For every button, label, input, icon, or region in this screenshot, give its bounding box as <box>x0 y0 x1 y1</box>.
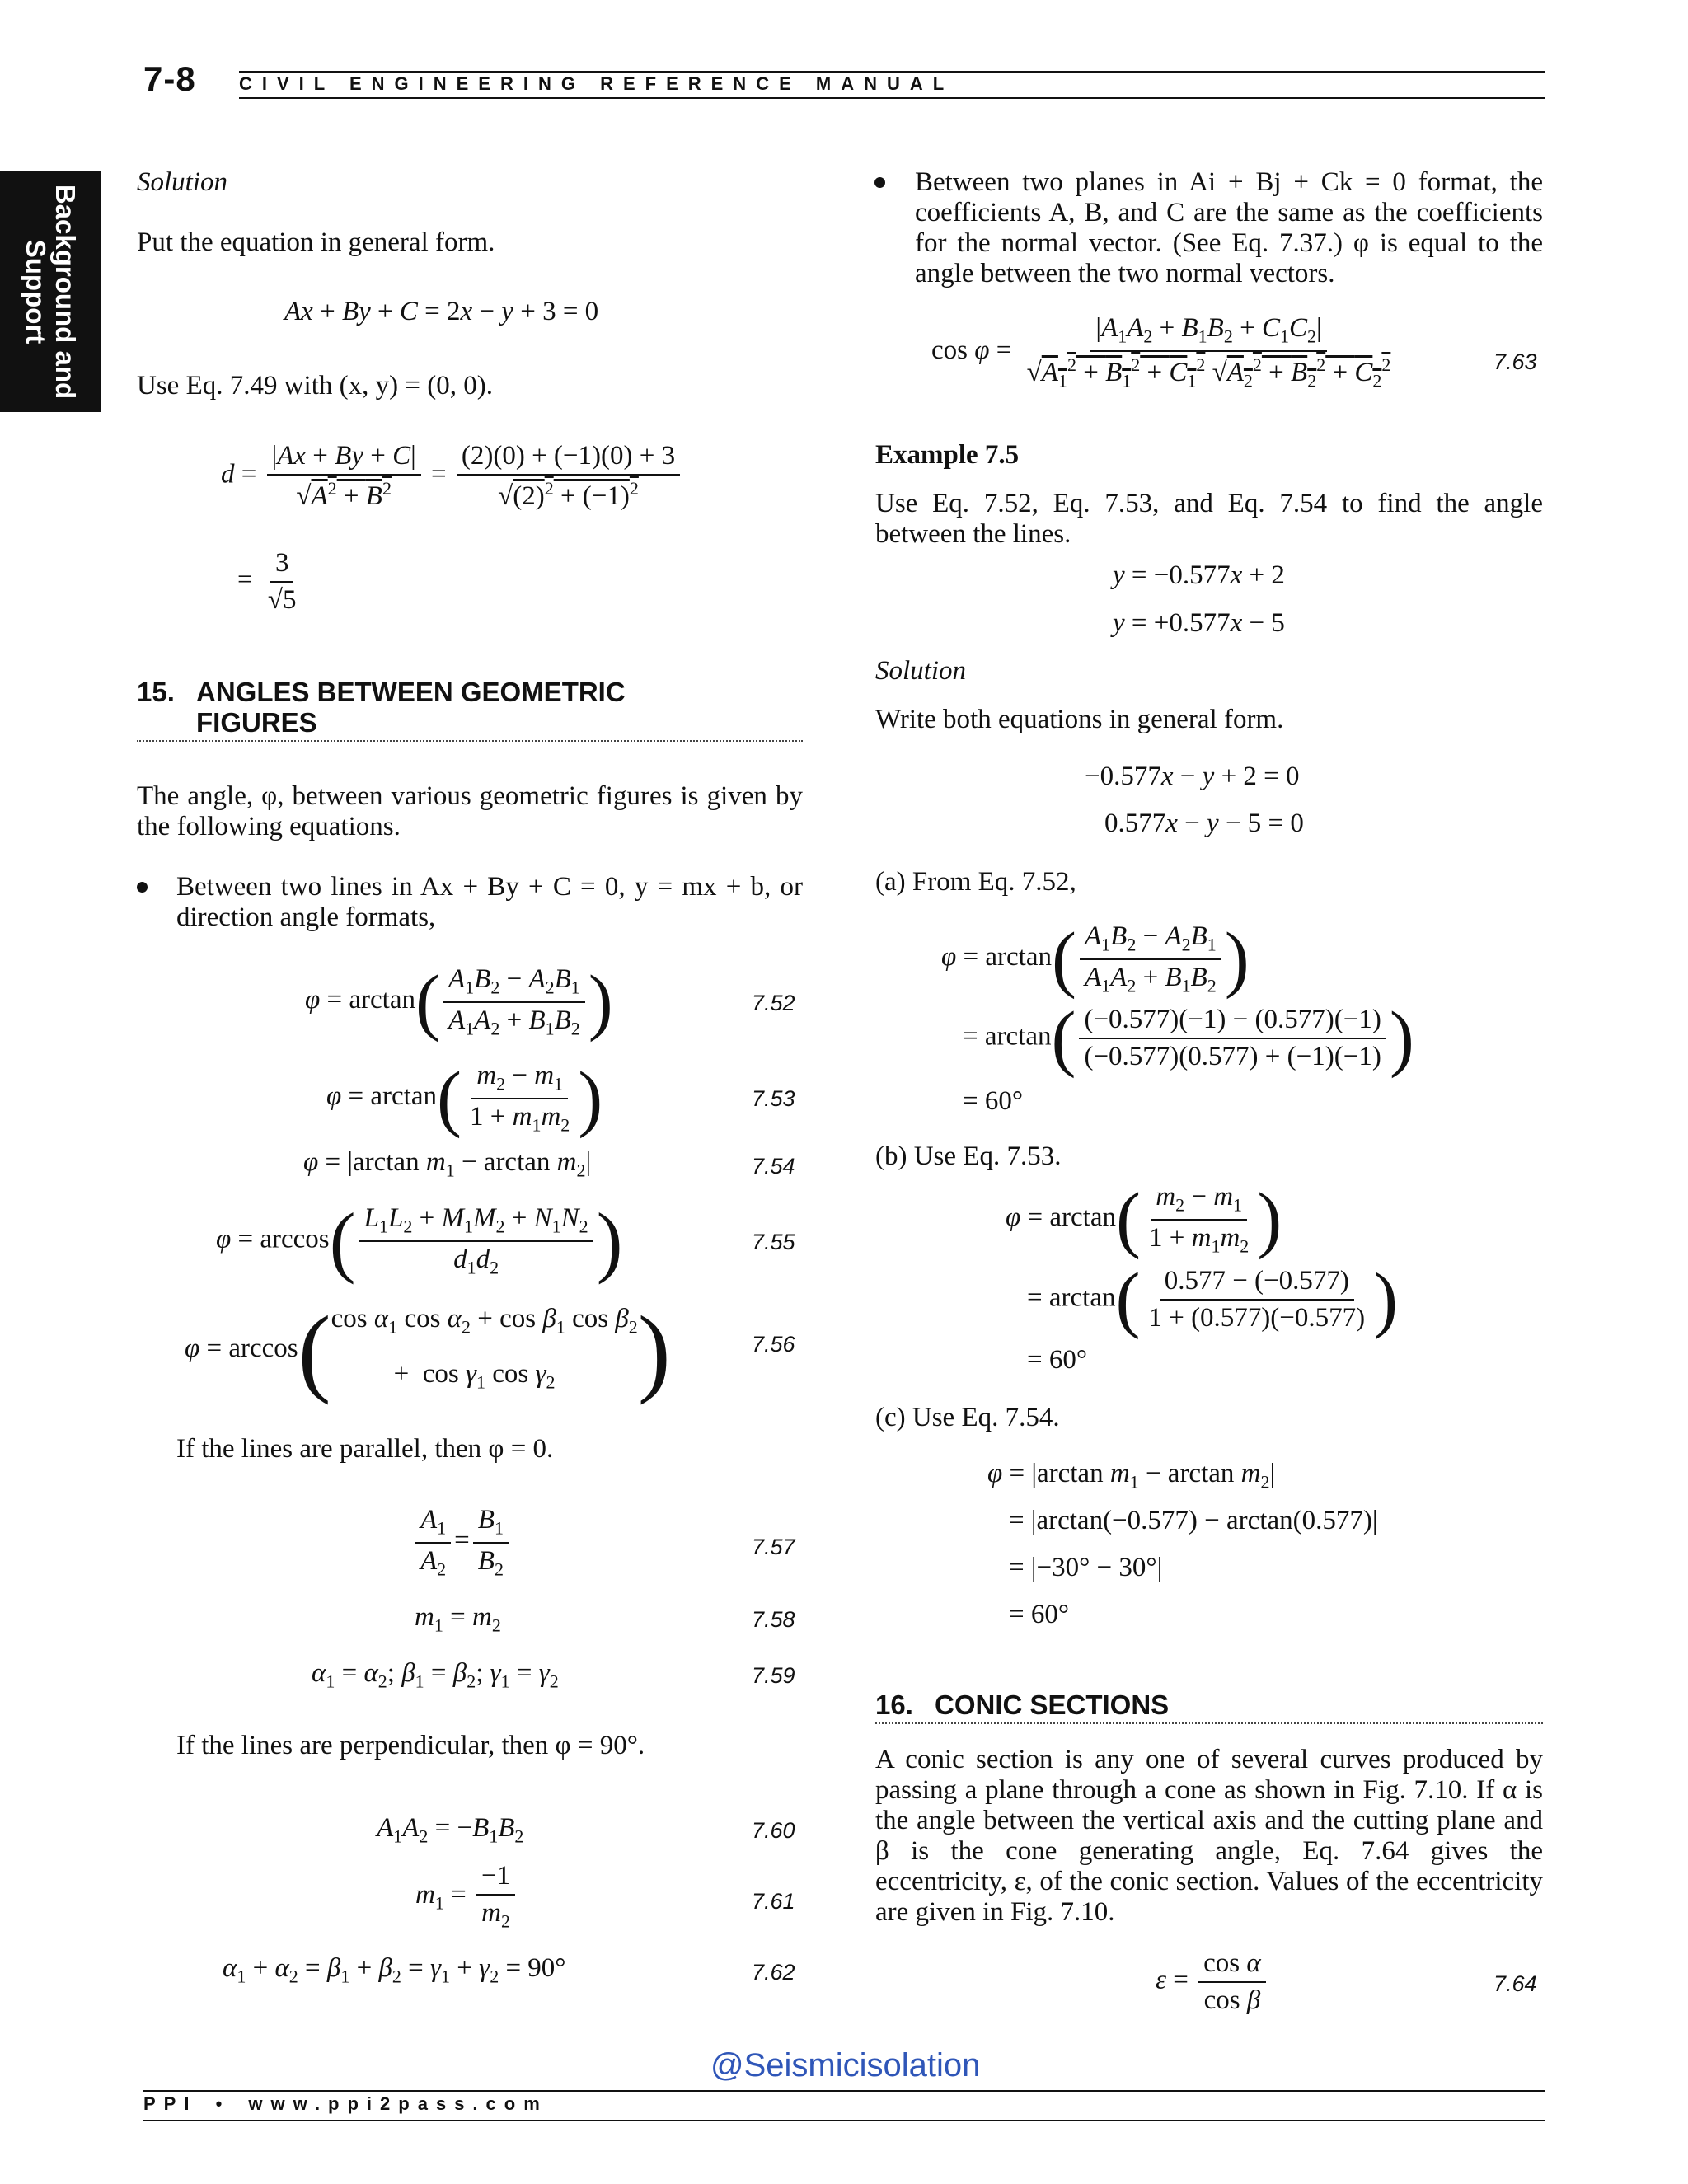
section16-paragraph <box>875 1745 1543 1928</box>
bullet2-text: Between two planes in Ai + Bj + Ck = 0 format, the coefficients A, B, and C are the same as the coefficients for the normal vector. (See Eq. 7.37.) φ is equal to the angle between the two normal vectors. <box>915 167 1543 288</box>
part-c-result: = 60° <box>1009 1600 1070 1629</box>
bullet-dot-2 <box>874 177 885 188</box>
part-b-step1: φ = arctan( $\frac{m_2 - m_1}{1 + m_1m_2}$ ) <box>1006 1178 1282 1260</box>
footer-bullet: • <box>215 2093 231 2114</box>
eq-7-63: cos φ = $\frac{|A_1A_2 + B_1B_2 + C_1C_2|}{√A_1^2 + B_1^2 + C_1^2 √A_2^2 + B_2^2 + C_2^2}$ <box>931 313 1391 391</box>
section16-dotted-rule <box>875 1722 1543 1724</box>
section16-title: CONIC SECTIONS <box>935 1690 1170 1720</box>
eq-number-7-59: 7.59 <box>752 1663 795 1688</box>
eq-7-52: φ = arctan( $\frac{A_1B_2 - A_2B_1}{A_1A_2 + B_1B_2}$ ) <box>305 960 613 1043</box>
footer-rule-bottom <box>143 2120 1545 2121</box>
general-form-line1: −0.577x − y + 2 = 0 <box>1085 762 1300 791</box>
part-a-result: = 60° <box>963 1086 1024 1116</box>
section15-number: 15. <box>137 677 175 707</box>
write-general-form-text: Write both equations in general form. <box>875 705 1284 734</box>
eq-7-60: $A_1A_2 = -B_1B_2$ <box>377 1813 524 1847</box>
eq-7-64: ε = $\frac{\text{cos α}}{\text{cos β}}$ <box>1156 1948 1269 2016</box>
part-b-result: = 60° <box>1027 1345 1088 1375</box>
section16-number: 16. <box>875 1690 913 1720</box>
section15-paragraph: The angle, φ, between various geometric figures is given by the following equations. <box>137 781 803 841</box>
part-b-label: (b) Use Eq. 7.53. <box>875 1141 1062 1171</box>
eq-number-7-61: 7.61 <box>752 1889 795 1914</box>
use-eq-749-text: Use Eq. 7.49 with (x, y) = (0, 0). <box>137 371 493 401</box>
bullet1-text: Between two lines in Ax + By + C = 0, y = mx + b, or direction angle formats, <box>176 872 803 932</box>
general-form-line2: 0.577x − y − 5 = 0 <box>1104 808 1304 838</box>
running-title: CIVIL ENGINEERING REFERENCE MANUAL <box>239 73 954 94</box>
eq-number-7-63: 7.63 <box>1493 349 1537 374</box>
footer-website[interactable]: www.ppi2pass.com <box>248 2093 548 2114</box>
general-form-intro: Put the equation in general form. <box>137 227 495 257</box>
side-tab-line1: Background and <box>50 184 82 400</box>
part-a-label: (a) From Eq. 7.52, <box>875 867 1076 897</box>
eq-7-61: $m_1$ = $\frac{-1}{m_2}$ <box>415 1861 518 1933</box>
footer-publisher: PPI <box>143 2093 198 2114</box>
eq-number-7-56: 7.56 <box>752 1332 795 1357</box>
distance-result: = $\frac{3}{√5}$ <box>237 548 297 615</box>
example-title: Example 7.5 <box>875 440 1020 470</box>
eq-7-59: $\alpha_1 = \alpha_2$; $\beta_1 = \beta_2$; $\gamma_1 = \gamma_2$ <box>312 1658 559 1692</box>
part-a-step1: φ = arctan( $\frac{A_1B_2 - A_2B_1}{A_1A_2 + B_1B_2}$ ) <box>941 917 1250 1000</box>
left-solution-label: Solution <box>137 167 228 197</box>
section16-paragraph-text: A conic section is any one of several curves produced by passing a plane through a cone as shown in Fig. 7.10. If α is the angle between the vertical axis and the cutting plane and β is the cone generating angle, Eq. 7.64 gives the eccentricity, ε, of the conic section. Values of the eccentricity are given in Fig. 7.10. <box>875 1745 1543 1927</box>
side-tab <box>0 171 101 412</box>
page-number: 7-8 <box>143 59 196 98</box>
bullet-dot-1 <box>137 882 148 893</box>
header-rule-bottom <box>239 97 1545 99</box>
example-text: Use Eq. 7.52, Eq. 7.53, and Eq. 7.54 to find the angle between the lines. <box>875 489 1543 549</box>
example-line2: y = +0.577x − 5 <box>1113 608 1285 638</box>
distance-equation: d = $\frac{|Ax + By + C|}{√A^2 + B^2}$ = $\frac{(2)(0) + (-1)(0) + 3}{√(2)^2 + (-1)^2}$ <box>221 441 683 512</box>
eq-number-7-55: 7.55 <box>752 1230 795 1254</box>
right-solution-label: Solution <box>875 656 967 686</box>
eq-number-7-58: 7.58 <box>752 1607 795 1632</box>
watermark: @Seismicisolation <box>710 2047 981 2083</box>
eq-number-7-52: 7.52 <box>752 991 795 1015</box>
eq-7-56: φ = arccos( $\cos \alpha_1$ $\cos \alpha_2 + \cos \beta_1$ $\cos \beta_2$ + $\cos \gamma_1$ $\cos \gamma_2$ ) <box>185 1295 671 1405</box>
eq-7-62: $\alpha_1 + \alpha_2 = \beta_1 + \beta_2 = \gamma_1 + \gamma_2 = 90^\circ$ <box>223 1953 566 1987</box>
eq-number-7-53: 7.53 <box>752 1086 795 1111</box>
perpendicular-text: If the lines are perpendicular, then φ = 90°. <box>176 1731 645 1760</box>
footer-rule-top <box>143 2090 1545 2092</box>
eq-number-7-60: 7.60 <box>752 1818 795 1843</box>
eq-7-58: $m_1 = m_2$ <box>415 1602 501 1636</box>
eq-number-7-57: 7.57 <box>752 1535 795 1559</box>
eq-7-57: $\frac{A_1}{A_2}$ = $\frac{B_1}{B_2}$ <box>412 1505 512 1580</box>
part-b-step2: = arctan( $\frac{0.577 - (-0.577)}{1 + (0.577)(-0.577)}$ ) <box>1027 1258 1399 1340</box>
example-line1: y = −0.577x + 2 <box>1113 560 1285 590</box>
eq-7-54: φ = |arctan $m_1 - \arctan m_2|$ <box>303 1147 592 1181</box>
section15-title-line2: FIGURES <box>196 707 317 738</box>
eq-number-7-54: 7.54 <box>752 1154 795 1179</box>
part-c-step2: = |arctan(−0.577) − arctan(0.577)| <box>1009 1506 1378 1535</box>
footer-line <box>143 2093 548 2115</box>
side-tab-line2: Support <box>21 239 52 344</box>
part-c-step1: φ = |arctan $m_1 - \arctan m_2|$ <box>987 1459 1276 1493</box>
eq-number-7-62: 7.62 <box>752 1960 795 1985</box>
part-a-step2: = arctan( $\frac{(-0.577)(-1) - (0.577)(-1)}{(-0.577)(0.577) + (-1)(-1)}$ ) <box>963 997 1414 1079</box>
general-form-equation: Ax + By + C = 2x − y + 3 = 0 <box>284 297 599 326</box>
parallel-text: If the lines are parallel, then φ = 0. <box>176 1434 554 1464</box>
section15-title-line1: ANGLES BETWEEN GEOMETRIC <box>196 677 626 707</box>
eq-7-55: φ = arccos( $\frac{L_1L_2 + M_1M_2 + N_1N_2}{d_1d_2}$ ) <box>216 1197 623 1285</box>
part-c-label: (c) Use Eq. 7.54. <box>875 1403 1060 1432</box>
header-rule-top <box>239 71 1545 73</box>
eq-number-7-64: 7.64 <box>1493 1971 1537 1996</box>
eq-7-53: φ = arctan( $\frac{m_2 - m_1}{1 + m_1m_2}$ ) <box>326 1057 603 1139</box>
section15-dotted-rule <box>137 740 803 742</box>
part-c-step3: = |−30° − 30°| <box>1009 1553 1163 1582</box>
